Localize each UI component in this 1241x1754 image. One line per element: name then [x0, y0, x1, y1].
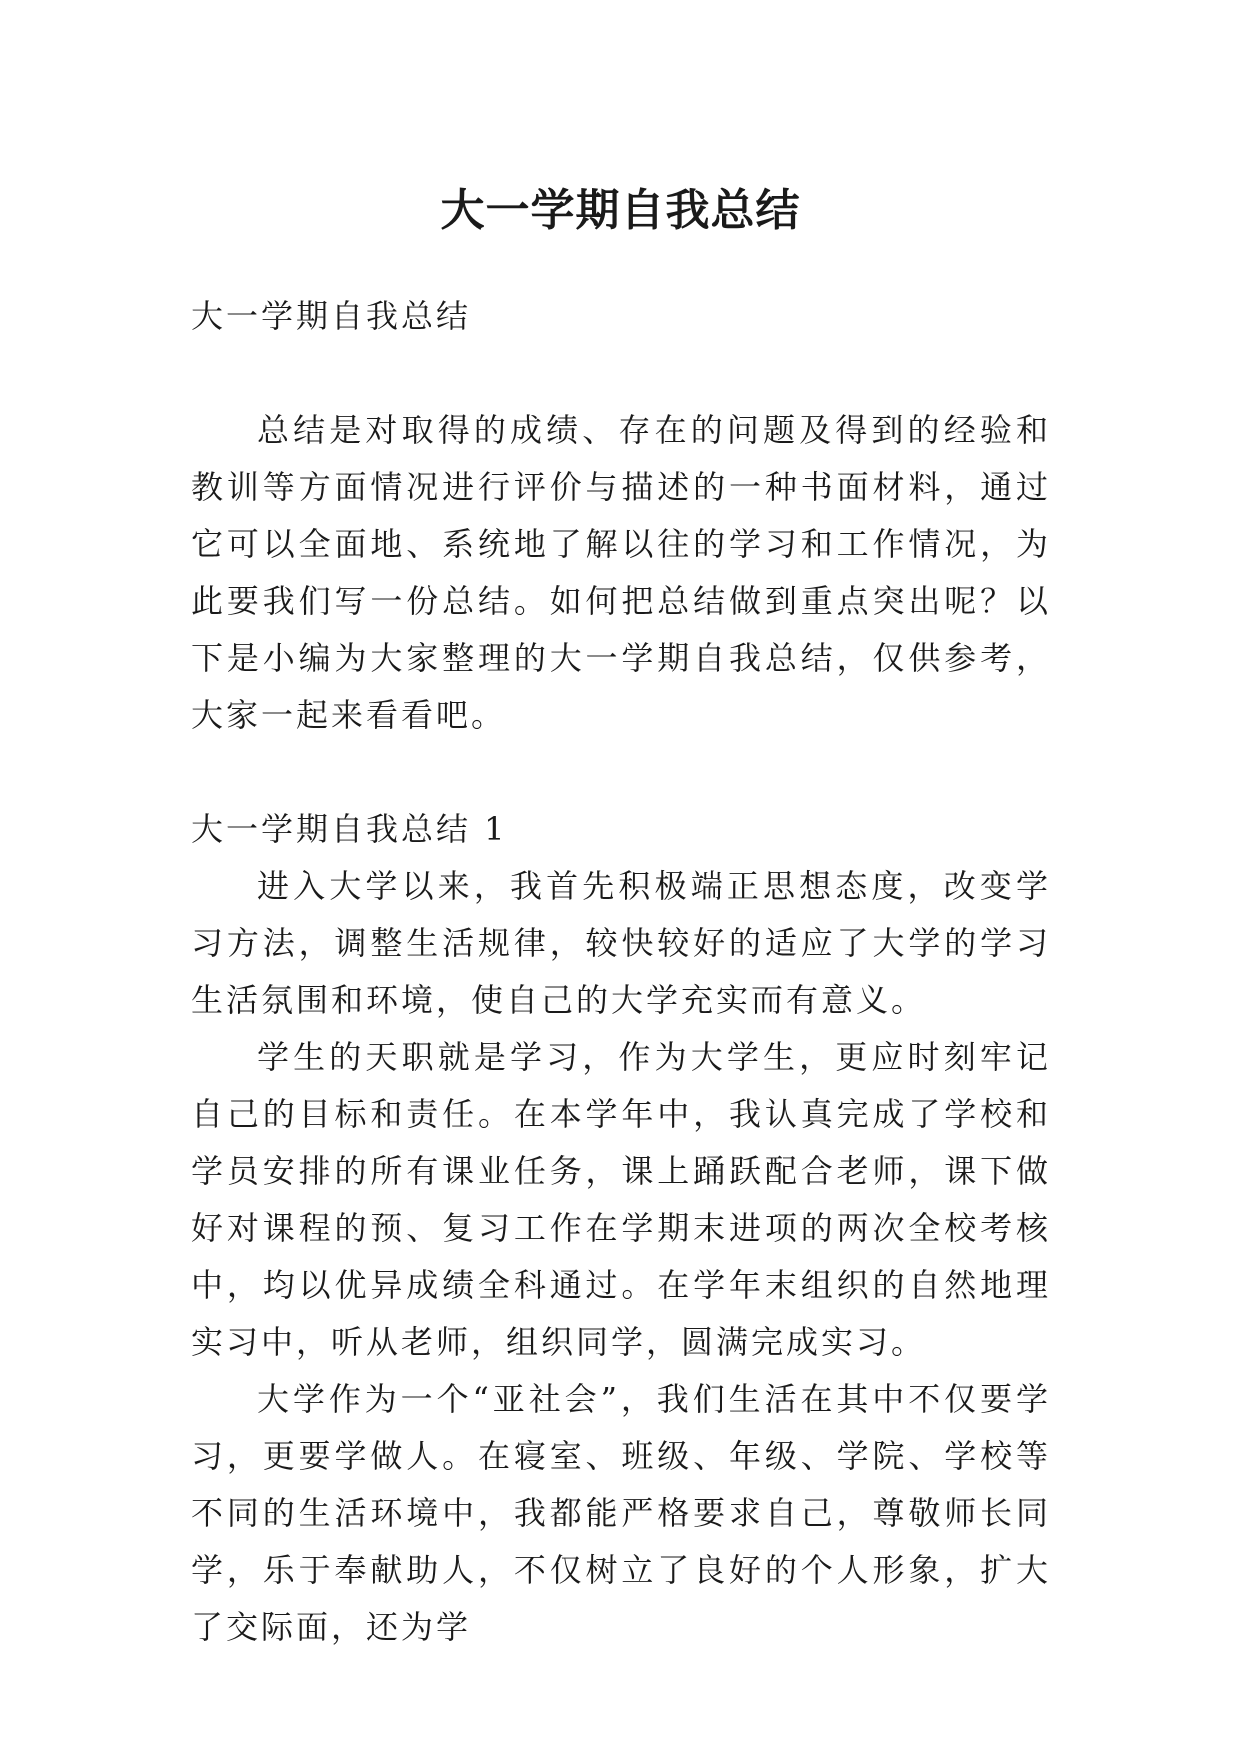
- body-paragraph: 进入大学以来，我首先积极端正思想态度，改变学习方法，调整生活规律，较快较好的适应了大学的学习生活氛围和环境，使自己的大学充实而有意义。: [191, 867, 1051, 1019]
- document-body: [191, 288, 1051, 1656]
- body-paragraph: 大学作为一个“亚社会”，我们生活在其中不仅要学习，更要学做人。在寝室、班级、年级、学院、学校等不同的生活环境中，我都能严格要求自己，尊敬师长同学，乐于奉献助人，不仅树立了良好的个人形象，扩大了交际面，还为学: [191, 1380, 1051, 1646]
- document-title: 大一学期自我总结: [440, 185, 801, 237]
- document-subtitle: 大一学期自我总结: [191, 297, 472, 335]
- body-paragraph: 学生的天职就是学习，作为大学生，更应时刻牢记自己的目标和责任。在本学年中，我认真完成了学校和学员安排的所有课业任务，课上踊跃配合老师，课下做好对课程的预、复习工作在学期末进项的两次全校考核中，均以优异成绩全科通过。在学年末组织的自然地理实习中，听从老师，组织同学，圆满完成实习。: [191, 1038, 1051, 1361]
- section-heading: 大一学期自我总结 1: [191, 810, 508, 848]
- intro-paragraph: 总结是对取得的成绩、存在的问题及得到的经验和教训等方面情况进行评价与描述的一种书面材料，通过它可以全面地、系统地了解以往的学习和工作情况，为此要我们写一份总结。如何把总结做到重点突出呢？以下是小编为大家整理的大一学期自我总结，仅供参考，大家一起来看看吧。: [191, 411, 1051, 734]
